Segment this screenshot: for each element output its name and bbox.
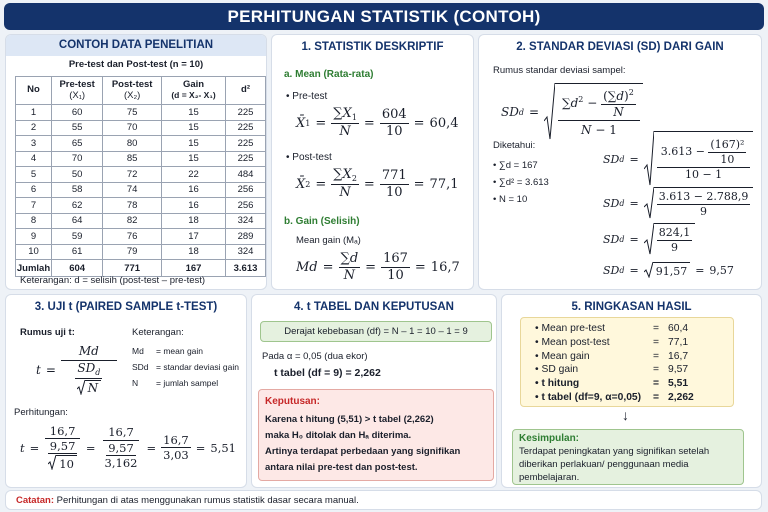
table-cell: 22 [162,167,226,183]
table-cell: 65 [52,136,103,152]
t-table-text: t tabel (df = 9) = 2,262 [274,367,381,379]
table-cell: 50 [52,167,103,183]
sqrt-icon [644,187,654,219]
sd-step-3: SD d = $\frac{824,1}{9}$ [603,223,695,255]
sqrt-icon [644,131,654,187]
table-cell: 7 [16,198,52,214]
table-cell: 18 [162,213,226,229]
table-cell: 79 [103,244,162,260]
df-box [260,321,492,342]
table-cell: 324 [226,244,266,260]
table-cell: 59 [52,229,103,245]
conclusion-line-2: diberikan perlakuan/ penggunaan media [519,459,689,470]
table-row [16,213,266,229]
data-panel [5,34,267,290]
mean-pre-formula: X̄ 1 = $\frac{\sum X_1}{N}$ = $\frac{604}{10}$ = 60,4 [296,106,459,140]
sd-panel [478,34,762,290]
footer-label: Catatan: [16,495,55,506]
table-row [16,198,266,214]
decision-box [258,389,494,481]
ttable-panel [251,294,497,488]
conclusion-line-3: pembelajaran. [519,472,580,483]
table-cell: 60 [52,105,103,121]
table-cell: 225 [226,136,266,152]
sd-formula-label: Rumus standar deviasi sampel: [493,65,626,76]
table-total-row [16,260,266,277]
ttest-ket-2: SDd = standar deviasi gain [132,362,239,372]
table-cell: 62 [52,198,103,214]
ttest-formula: t = $\frac{Md}{\frac{SD_d}{N}}$ [36,345,117,395]
table-row [16,105,266,121]
summary-panel [501,294,762,488]
ttest-ket-3: N = jumlah sampel [132,378,219,388]
ttest-calc: t = $\frac{16,7}{\frac{9,57}{10}}$ = $\frac{16,7}{\frac{9,57}{3,162}}$ = $\frac{16,7}{3,03}$ = 5,51 [20,424,236,471]
table-cell: 10 [16,244,52,260]
table-cell: 72 [103,167,162,183]
decision-line-4: antara nilai pre-test dan post-test. [265,462,418,473]
table-cell: 74 [103,182,162,198]
table-cell: 225 [226,105,266,121]
table-cell: 16 [162,198,226,214]
ttest-ket-1: Md = mean gain [132,346,204,356]
ttest-calc-label: Perhitungan: [14,407,68,418]
known-3: • N = 10 [493,194,528,205]
table-row [16,182,266,198]
decision-line-1: Karena t hitung (5,51) > t tabel (2,262) [265,414,434,425]
table-cell: 75 [103,105,162,121]
sd-step-4: SD d = 91,57 = 9,57 [603,263,734,278]
table-total-cell: 3.613 [226,260,266,277]
table-row [16,244,266,260]
table-row [16,120,266,136]
table-cell: 9 [16,229,52,245]
footer-note [5,490,762,510]
table-row [16,229,266,245]
table-cell: 256 [226,198,266,214]
descriptive-panel [271,34,474,290]
table-cell: 58 [52,182,103,198]
table-cell: 15 [162,105,226,121]
table-cell: 64 [52,213,103,229]
col-gain: Gain (d = X₂- X₁) [162,77,226,105]
mean-gain-label: Mean gain (Mₐ) [296,235,361,246]
summary-box [520,317,734,407]
table-total-cell: 604 [52,260,103,277]
conclusion-line-1: Terdapat peningkatan yang signifikan setelah [519,446,710,457]
table-cell: 70 [103,120,162,136]
table-cell: 15 [162,136,226,152]
table-cell: 8 [16,213,52,229]
table-cell: 5 [16,167,52,183]
sqrt-icon [48,455,56,470]
table-cell: 225 [226,151,266,167]
summary-item: • t hitung = 5,51 [535,378,689,390]
table-cell: 6 [16,182,52,198]
col-post: Post-test (X₂) [103,77,162,105]
gain-heading: b. Gain (Selisih) [284,216,360,227]
sqrt-icon [544,83,555,141]
table-cell: 76 [103,229,162,245]
table-cell: 16 [162,182,226,198]
mean-post-formula: X̄ 2 = $\frac{\sum X_2}{N}$ = $\frac{771}{10}$ = 77,1 [296,167,459,201]
decision-line-2: maka H₀ ditolak dan Hₐ diterima. [265,430,412,441]
sd-formula: SD d = $\sum d^2$ − $\frac{(\sum d)^2}{N}$ N − 1 [501,83,643,141]
sqrt-icon [77,380,85,395]
data-note: Keterangan: d = selisih (post-test – pre-test) [20,275,206,286]
table-total-cell: 167 [162,260,226,277]
summary-item: • Mean post-test = 77,1 [535,336,689,348]
df-text: Derajat kebebasan (df) = N – 1 = 10 – 1 = 9 [284,326,468,337]
table-cell: 289 [226,229,266,245]
table-cell: 80 [103,136,162,152]
mean-heading: a. Mean (Rata-rata) [284,69,374,80]
known-2: • ∑d² = 3.613 [493,177,549,188]
table-cell: 4 [16,151,52,167]
table-cell: 18 [162,244,226,260]
arrow-down-icon: ↓ [622,407,629,423]
table-cell: 256 [226,182,266,198]
decision-line-3: Artinya terdapat perbedaan yang signifikan [265,446,461,457]
data-panel-subtitle: Pre-test dan Post-test (n = 10) [68,59,204,70]
table-cell: 70 [52,151,103,167]
summary-item: • Mean pre-test = 60,4 [535,323,689,334]
ttest-formula-label: Rumus uji t: [20,327,75,338]
table-cell: 82 [103,213,162,229]
table-cell: 2 [16,120,52,136]
known-label: Diketahui: [493,140,536,151]
conclusion-label: Kesimpulan: [519,433,580,444]
table-total-cell: 771 [103,260,162,277]
data-table [15,76,266,277]
page-title: PERHITUNGAN STATISTIK (CONTOH) [4,3,764,30]
ttest-panel [5,294,247,488]
ttest-ket-label: Keterangan: [132,327,184,338]
ttest-title: 3. UJI t (PAIRED SAMPLE t-TEST) [34,301,218,313]
table-cell: 324 [226,213,266,229]
table-cell: 15 [162,120,226,136]
table-cell: 3 [16,136,52,152]
table-cell: 1 [16,105,52,121]
table-cell: 55 [52,120,103,136]
pre-bullet: • Pre-test [286,91,328,102]
data-panel-header [6,35,266,56]
sqrt-icon [644,262,653,278]
table-cell: 484 [226,167,266,183]
summary-item: • Mean gain = 16,7 [535,350,689,362]
sd-step-2: SD d = $\frac{3.613 - 2.788,9}{9}$ [603,187,753,219]
summary-title: 5. RINGKASAN HASIL [571,301,692,313]
col-d2: d² [226,77,266,105]
col-no: No [16,77,52,105]
table-cell: 78 [103,198,162,214]
table-cell: 225 [226,120,266,136]
table-total-cell: Jumlah [16,260,52,277]
table-row [16,167,266,183]
decision-label: Keputusan: [265,396,320,407]
sd-title: 2. STANDAR DEVIASI (SD) DARI GAIN [516,41,724,53]
conclusion-box [512,429,744,485]
table-cell: 61 [52,244,103,260]
summary-item: • t tabel (df=9, α=0,05) = 2,262 [535,392,694,403]
post-bullet: • Post-test [286,152,332,163]
table-row [16,136,266,152]
table-row [16,151,266,167]
data-panel-title: CONTOH DATA PENELITIAN [58,39,214,51]
descriptive-title: 1. STATISTIK DESKRIPTIF [301,41,444,53]
ttable-title: 4. t TABEL DAN KEPUTUSAN [294,301,454,313]
table-cell: 17 [162,229,226,245]
table-cell: 15 [162,151,226,167]
table-cell: 85 [103,151,162,167]
footer-text: Perhitungan di atas menggunakan rumus statistik dasar secara manual. [56,495,359,506]
sqrt-icon [644,223,654,255]
summary-item: • SD gain = 9,57 [535,364,689,376]
mean-gain-formula: Md = $\frac{\sum d}{N}$ = $\frac{167}{10}$ = 16,7 [296,251,460,283]
col-pre: Pre-test (X₁) [52,77,103,105]
known-1: • ∑d = 167 [493,160,538,171]
sd-step-1: SD d = 3.613 − $\frac{\text{(167)²}}{10}$ 10 − 1 [603,131,753,187]
alpha-text: Pada α = 0,05 (dua ekor) [262,351,368,362]
